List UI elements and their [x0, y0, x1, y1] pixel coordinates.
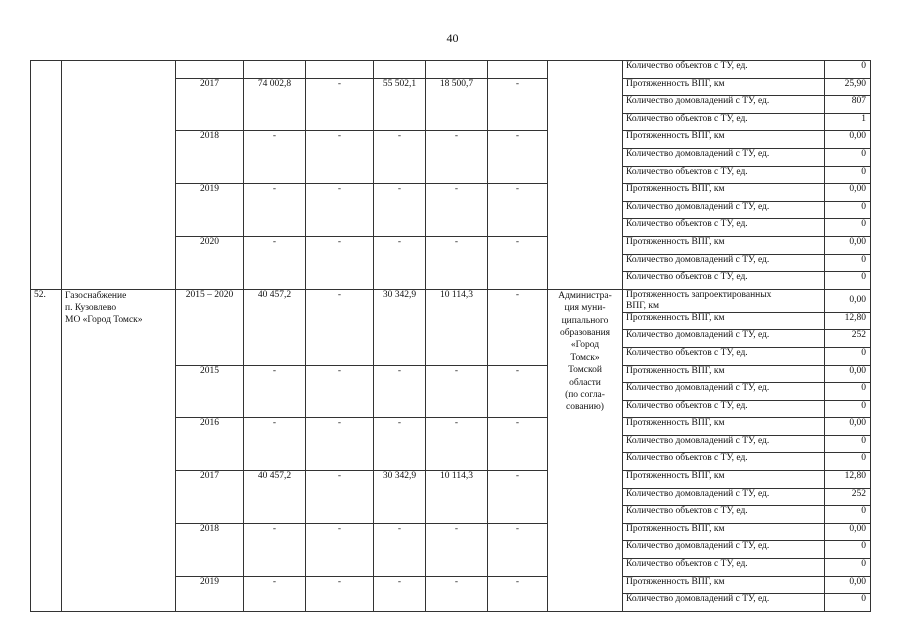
- other-amount-cell: -: [488, 289, 548, 365]
- total-amount-cell: -: [244, 418, 306, 471]
- program-table: [30, 60, 871, 612]
- other-amount-cell: -: [488, 418, 548, 471]
- total-amount-cell: 40 457,2: [244, 289, 306, 365]
- indicator-value: 0,00: [825, 418, 871, 436]
- total-amount-cell: -: [244, 523, 306, 576]
- table-row-item-52: [31, 289, 871, 312]
- other-amount-cell: -: [488, 365, 548, 418]
- regional-amount-cell: -: [374, 236, 426, 289]
- regional-amount-cell: 55 502,1: [374, 78, 426, 131]
- indicator-value: 1: [825, 113, 871, 131]
- indicator-label: Протяженность ВПГ, км: [623, 236, 825, 254]
- indicator-label: Количество объектов с ТУ, ед.: [623, 400, 825, 418]
- indicator-label: Количество объектов с ТУ, ед.: [623, 272, 825, 290]
- federal-amount-cell: -: [306, 418, 374, 471]
- local-amount-cell: 10 114,3: [426, 289, 488, 365]
- indicator-label: Количество домовладений с ТУ, ед.: [623, 254, 825, 272]
- item-number-cell: [31, 61, 62, 290]
- administrator-line: области: [569, 377, 601, 388]
- indicator-label: Количество домовладений с ТУ, ед.: [623, 594, 825, 612]
- administrator-line: Администра-: [558, 290, 612, 301]
- indicator-label: Количество объектов с ТУ, ед.: [623, 453, 825, 471]
- indicator-value: 0,00: [825, 289, 871, 312]
- administrator-line: ция муни-: [564, 303, 606, 314]
- indicator-value: 0: [825, 383, 871, 401]
- table-row-continuation: [31, 61, 871, 79]
- indicator-value: 0: [825, 559, 871, 577]
- administrator-line: ципального: [561, 315, 609, 326]
- indicator-label: Количество домовладений с ТУ, ед.: [623, 330, 825, 348]
- regional-amount-cell: -: [374, 576, 426, 611]
- indicator-label: Количество домовладений с ТУ, ед.: [623, 148, 825, 166]
- indicator-value: 0,00: [825, 184, 871, 202]
- indicator-value: 0: [825, 61, 871, 79]
- indicator-value: 0,00: [825, 576, 871, 594]
- year-cell: 2016: [176, 418, 244, 471]
- total-amount-cell: -: [244, 131, 306, 184]
- indicator-value: 0,00: [825, 236, 871, 254]
- regional-amount-cell: -: [374, 418, 426, 471]
- federal-amount-cell: -: [306, 78, 374, 131]
- total-amount-cell: -: [244, 184, 306, 237]
- administrator-cell: [548, 289, 623, 611]
- indicator-label: Количество объектов с ТУ, ед.: [623, 219, 825, 237]
- total-amount-cell: -: [244, 365, 306, 418]
- administrator-line: сованию): [566, 402, 604, 413]
- indicator-value: 0: [825, 272, 871, 290]
- indicator-value: 0: [825, 541, 871, 559]
- other-amount-cell: -: [488, 184, 548, 237]
- administrator-line: «Город: [570, 340, 600, 351]
- year-cell: 2017: [176, 471, 244, 524]
- item-name-line: МО «Город Томск»: [65, 314, 143, 325]
- year-cell: 2020: [176, 236, 244, 289]
- total-amount-cell: -: [244, 236, 306, 289]
- indicator-value: 252: [825, 488, 871, 506]
- indicator-value: 252: [825, 330, 871, 348]
- regional-amount-cell: -: [374, 184, 426, 237]
- page-number: 40: [446, 31, 459, 45]
- indicator-label: Количество объектов с ТУ, ед.: [623, 347, 825, 365]
- administrator-line: образования: [559, 327, 611, 338]
- year-cell: 2015 – 2020: [176, 289, 244, 365]
- indicator-label: Количество объектов с ТУ, ед.: [623, 559, 825, 577]
- indicator-label: Количество домовладений с ТУ, ед.: [623, 488, 825, 506]
- administrator-line: (по согла-: [565, 389, 605, 400]
- indicator-label: Количество домовладений с ТУ, ед.: [623, 383, 825, 401]
- indicator-label: Протяженность ВПГ, км: [623, 418, 825, 436]
- year-cell: 2015: [176, 365, 244, 418]
- local-amount-cell: -: [426, 523, 488, 576]
- federal-amount-cell: -: [306, 471, 374, 524]
- indicator-label: Протяженность ВПГ, км: [623, 184, 825, 202]
- indicator-value: 0: [825, 400, 871, 418]
- indicator-label: Количество домовладений с ТУ, ед.: [623, 435, 825, 453]
- year-cell: 2019: [176, 576, 244, 611]
- indicator-value: 25,90: [825, 78, 871, 96]
- other-amount-cell: -: [488, 131, 548, 184]
- indicator-value: 0: [825, 347, 871, 365]
- indicator-label: [623, 289, 825, 312]
- indicator-label: Количество объектов с ТУ, ед.: [623, 506, 825, 524]
- item-number-cell: 52.: [31, 289, 62, 611]
- year-cell: 2018: [176, 523, 244, 576]
- local-amount-cell: -: [426, 131, 488, 184]
- local-amount-cell: 18 500,7: [426, 78, 488, 131]
- regional-amount-cell: -: [374, 365, 426, 418]
- item-name-cell: [62, 289, 176, 611]
- regional-amount-cell: 30 342,9: [374, 471, 426, 524]
- federal-amount-cell: -: [306, 365, 374, 418]
- regional-amount-cell: 30 342,9: [374, 289, 426, 365]
- empty-cell: [374, 61, 426, 79]
- indicator-label-line: ВПГ, км: [626, 300, 659, 311]
- indicator-label: Протяженность ВПГ, км: [623, 471, 825, 489]
- indicator-label: Количество объектов с ТУ, ед.: [623, 61, 825, 79]
- regional-amount-cell: -: [374, 523, 426, 576]
- indicator-value: 0: [825, 453, 871, 471]
- indicator-label: Количество объектов с ТУ, ед.: [623, 166, 825, 184]
- indicator-value: 0: [825, 219, 871, 237]
- indicator-value: 12,80: [825, 312, 871, 330]
- indicator-value: 807: [825, 96, 871, 114]
- total-amount-cell: 74 002,8: [244, 78, 306, 131]
- indicator-value: 0,00: [825, 523, 871, 541]
- indicator-label: Количество домовладений с ТУ, ед.: [623, 96, 825, 114]
- other-amount-cell: -: [488, 78, 548, 131]
- empty-cell: [176, 61, 244, 79]
- local-amount-cell: 10 114,3: [426, 471, 488, 524]
- indicator-label: Протяженность ВПГ, км: [623, 365, 825, 383]
- indicator-value: 0: [825, 201, 871, 219]
- indicator-value: 12,80: [825, 471, 871, 489]
- indicator-value: 0,00: [825, 131, 871, 149]
- other-amount-cell: -: [488, 471, 548, 524]
- administrator-line: Томск»: [570, 352, 600, 363]
- year-cell: 2018: [176, 131, 244, 184]
- indicator-value: 0: [825, 506, 871, 524]
- other-amount-cell: -: [488, 523, 548, 576]
- year-cell: 2019: [176, 184, 244, 237]
- federal-amount-cell: -: [306, 184, 374, 237]
- indicator-label: Количество домовладений с ТУ, ед.: [623, 541, 825, 559]
- indicator-value: 0: [825, 148, 871, 166]
- indicator-label: Количество объектов с ТУ, ед.: [623, 113, 825, 131]
- indicator-label: Количество домовладений с ТУ, ед.: [623, 201, 825, 219]
- indicator-value: 0,00: [825, 365, 871, 383]
- federal-amount-cell: -: [306, 289, 374, 365]
- federal-amount-cell: -: [306, 576, 374, 611]
- federal-amount-cell: -: [306, 131, 374, 184]
- local-amount-cell: -: [426, 236, 488, 289]
- indicator-label-line: Протяженность запроектированных: [626, 289, 772, 300]
- indicator-value: 0: [825, 166, 871, 184]
- empty-cell: [306, 61, 374, 79]
- total-amount-cell: -: [244, 576, 306, 611]
- item-name-cell: [62, 61, 176, 290]
- indicator-label: Протяженность ВПГ, км: [623, 576, 825, 594]
- local-amount-cell: -: [426, 365, 488, 418]
- indicator-value: 0: [825, 594, 871, 612]
- regional-amount-cell: -: [374, 131, 426, 184]
- year-cell: 2017: [176, 78, 244, 131]
- federal-amount-cell: -: [306, 236, 374, 289]
- indicator-value: 0: [825, 435, 871, 453]
- administrator-line: Томской: [568, 365, 602, 376]
- empty-cell: [244, 61, 306, 79]
- indicator-label: Протяженность ВПГ, км: [623, 523, 825, 541]
- other-amount-cell: -: [488, 576, 548, 611]
- item-name-line: Газоснабжение: [65, 290, 127, 301]
- federal-amount-cell: -: [306, 523, 374, 576]
- indicator-label: Протяженность ВПГ, км: [623, 131, 825, 149]
- empty-cell: [426, 61, 488, 79]
- indicator-value: 0: [825, 254, 871, 272]
- indicator-label: Протяженность ВПГ, км: [623, 78, 825, 96]
- local-amount-cell: -: [426, 576, 488, 611]
- empty-cell: [488, 61, 548, 79]
- item-name-line: п. Кузовлево: [65, 302, 117, 313]
- indicator-label: Протяженность ВПГ, км: [623, 312, 825, 330]
- local-amount-cell: -: [426, 184, 488, 237]
- total-amount-cell: 40 457,2: [244, 471, 306, 524]
- other-amount-cell: -: [488, 236, 548, 289]
- administrator-cell: [548, 61, 623, 290]
- local-amount-cell: -: [426, 418, 488, 471]
